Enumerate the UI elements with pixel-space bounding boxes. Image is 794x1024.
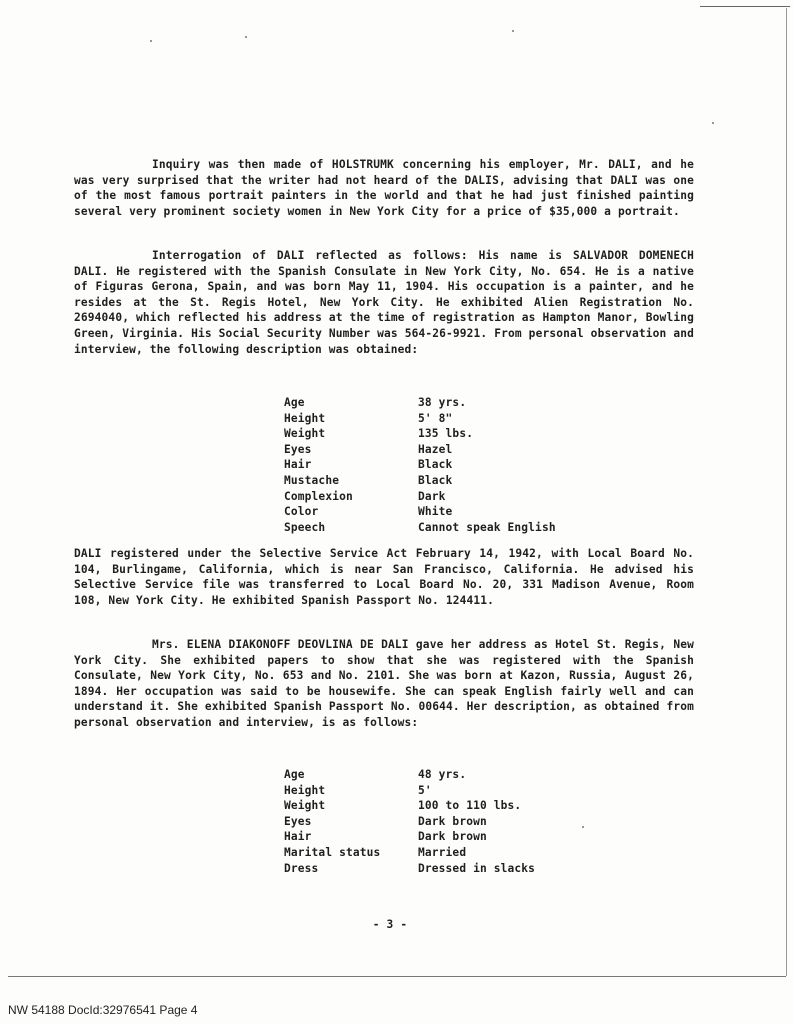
description-label: Complexion [284,489,353,503]
paragraph-inquiry: Inquiry was then made of HOLSTRUMK concerning his employer, Mr. DALI, and he was very surprised that the writer had not heard of the DALIS, advising that DALI was one of the most famous portrait painters in the world and that he had just finished painting several very prominent society women in New York City for a price of $35,000 a portrait. [74,158,694,218]
elena-description-table [284,767,604,876]
description-value: Black [418,458,453,472]
description-value: 38 yrs. [418,396,467,409]
paragraph-elena: Mrs. ELENA DIAKONOFF DEOVLINA DE DALI gave her address as Hotel St. Regis, New York City. She exhibited papers to show that she was registered with the Spanish Consulate, New York City, No. 653 and No. 2101. She was born at Kazon, Russia, August 26, 1894. Her occupation was said to be housewife. She can speak English fairly well and can understand it. She exhibited Spanish Passport No. 00644. Her description, as obtained from personal observation and interview, is as follows: [74,638,694,729]
description-row [284,861,604,877]
paragraph-interrogation: Interrogation of DALI reflected as follows: His name is SALVADOR DOMENECH DALI. He registered with the Spanish Consulate in New York City, No. 654. He is a native of Figuras Gerona, Spain, and was born May 11, 1904. His occupation is a painter, and he resides at the St. Regis Hotel, New York City. He exhibited Alien Registration No. 2694040, which reflected his address at the time of registration as Hampton Manor, Bowling Green, Virginia. His Social Security Number was 564-26-9921. From personal observation and interview, the following description was obtained: [74,249,694,356]
description-row [284,489,604,505]
page-number: - 3 - [372,918,408,931]
description-label: Dress [284,861,319,875]
description-row [284,426,604,442]
scan-speck [245,36,247,38]
description-value: Dressed in slacks [418,861,536,875]
description-value: Married [418,845,467,859]
description-row [284,395,604,411]
description-label: Color [284,505,319,519]
scan-speck [512,30,514,32]
description-row [284,504,604,520]
document-footer: NW 54188 DocId:32976541 Page 4 [8,1003,198,1017]
description-label: Speech [284,520,326,534]
description-label: Eyes [284,442,312,456]
description-label: Height [284,411,326,425]
description-row [284,814,604,830]
description-label: Hair [284,458,312,472]
description-label: Height [284,783,326,797]
description-row [284,798,604,814]
description-label: Eyes [284,814,312,828]
description-value: 5' [418,783,432,797]
description-value: Dark brown [418,830,487,844]
page-edge-right [786,8,787,976]
description-value: Hazel [418,442,453,456]
description-value: 5' 8" [418,411,453,425]
description-value: 48 yrs. [418,768,467,781]
description-value: White [418,505,453,519]
description-row [284,442,604,458]
description-row [284,457,604,473]
description-row [284,473,604,489]
description-row [284,845,604,861]
description-row [284,783,604,799]
description-row [284,411,604,427]
description-label: Age [284,396,305,409]
page-edge-bottom [8,976,786,977]
description-value: Cannot speak English [418,520,556,534]
description-row [284,520,604,536]
description-label: Age [284,768,305,781]
scan-speck [712,122,714,124]
page-edge-top [700,6,790,7]
description-value: Black [418,473,453,487]
description-label: Weight [284,799,326,813]
dali-description-table [284,395,604,535]
description-label: Marital status [284,845,381,859]
description-label: Hair [284,830,312,844]
description-label: Weight [284,427,326,441]
description-value: Dark [418,489,446,503]
description-row [284,767,604,783]
description-row [284,829,604,845]
description-value: 100 to 110 lbs. [418,799,522,813]
description-label: Mustache [284,473,340,487]
paragraph-selective-service: DALI registered under the Selective Service Act February 14, 1942, with Local Board No. 104, Burlingame, California, which is near San Francisco, California. He advised his Selective Service file was transferred to Local Board No. 20, 331 Madison Avenue, Room 108, New York City. He exhibited Spanish Passport No. 124411. [74,547,694,607]
description-value: 135 lbs. [418,427,474,441]
scan-speck [150,40,152,42]
description-value: Dark brown [418,814,487,828]
